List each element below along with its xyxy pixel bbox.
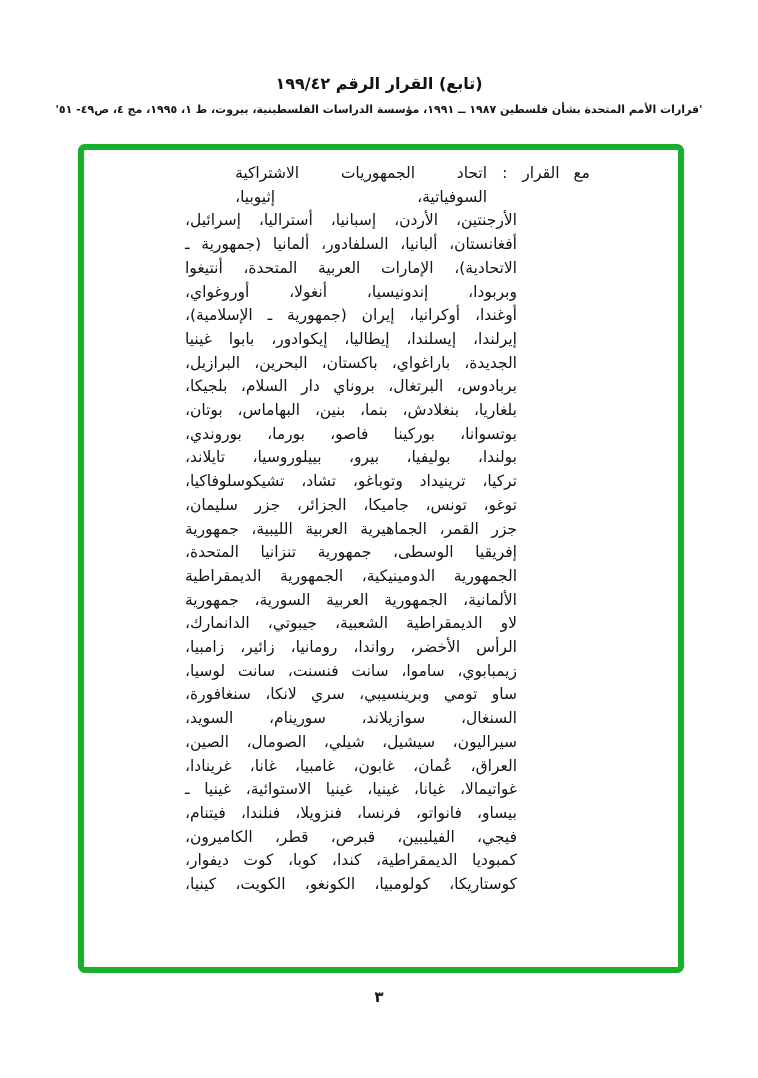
vote-label-row — [84, 162, 590, 209]
text-line: الجديدة، باراغواي، باكستان، البحرين، البرازيل، — [185, 353, 517, 372]
text-line: كمبوديا الديمقراطية، كندا، كوبا، كوت ديفوار، — [185, 851, 517, 870]
text-line: كوستاريكا، كولومبيا، الكونغو، الكويت، كينيا، — [185, 875, 517, 894]
text-line: أوغندا، أوكرانيا، إيران (جمهورية ـ الإسلامية)، — [185, 306, 517, 325]
page-title: (تابع) القرار الرقم ١٩٩/٤٢ — [275, 74, 483, 93]
text-line: توغو، تونس، جاميكا، الجزائر، جزر سليمان، — [185, 495, 517, 514]
resolution-vote-text — [84, 150, 678, 967]
country-lines — [185, 209, 517, 896]
text-line: زيمبابوي، ساموا، سانت فنسنت، سانت لوسيا، — [185, 661, 517, 680]
text-line: بلغاريا، بنغلادش، بنما، بنين، البهاماس، بوتان، — [185, 401, 517, 420]
text-line: ساو تومي وبرينسيبي، سري لانكا، سنغافورة، — [185, 685, 517, 704]
text-line: إيرلندا، إيسلندا، إيطاليا، إيكوادور، بابوا غينيا — [185, 329, 517, 348]
text-line: تركيا، ترينيداد وتوباغو، تشاد، تشيكوسلوفاكيا، — [185, 472, 517, 491]
vote-label: مع القرار — [522, 164, 590, 182]
text-line: سيراليون، سيشيل، شيلي، الصومال، الصين، — [185, 732, 517, 751]
text-line: العراق، عُمان، غابون، غامبيا، غانا، غرينادا، — [185, 756, 517, 775]
text-line: الجمهورية الدومينيكية، الجمهورية الديمقراطية — [185, 566, 517, 585]
text-line: الرأس الأخضر، رواندا، رومانيا، زائير، زامبيا، — [185, 638, 517, 657]
text-line: بيساو، فانواتو، فرنسا، فنزويلا، فنلندا، فيتنام، — [185, 803, 517, 822]
text-line: أفغانستان، ألبانيا، السلفادور، ألمانيا (جمهورية ـ — [185, 235, 517, 254]
colon-separator: : — [502, 164, 508, 182]
text-line: جزر القمر، الجماهيرية العربية الليبية، جمهورية — [185, 519, 517, 538]
text-line: الأرجنتين، الأردن، إسبانيا، أستراليا، إسرائيل، — [185, 211, 517, 230]
text-line: بربادوس، البرتغال، بروناي دار السلام، بلجيكا، — [185, 377, 517, 396]
text-line: الاتحادية)، الإمارات العربية المتحدة، أنتيغوا — [185, 258, 517, 277]
text-line: وبربودا، إندونيسيا، أنغولا، أوروغواي، — [185, 282, 517, 301]
text-line: إفريقيا الوسطى، جمهورية تنزانيا المتحدة، — [185, 543, 517, 562]
page-number: ٣ — [374, 988, 384, 1006]
text-line: الألمانية، الجمهورية العربية السورية، جمهورية — [185, 590, 517, 609]
text-line: بولندا، بوليفيا، بيرو، بييلوروسيا، تايلاند، — [185, 448, 517, 467]
text-line: السنغال، سوازيلاند، سورينام، السويد، — [185, 709, 517, 728]
highlight-box — [78, 144, 684, 973]
first-text-line: اتحاد الجمهوريات الاشتراكية السوفياتية، إثيوبيا، — [235, 164, 488, 206]
text-line: فيجي، الفيليبين، قبرص، قطر، الكاميرون، — [185, 827, 517, 846]
text-line: بوتسوانا، بوركينا فاصو، بورما، بوروندي، — [185, 424, 517, 443]
text-line: لاو الديمقراطية الشعبية، جيبوتي، الدانمارك، — [185, 614, 517, 633]
citation-line: 'قرارات الأمم المتحدة بشأن فلسطين ١٩٨٧ ــ ١٩٩١، مؤسسة الدراسات الفلسطينية، بيروت، ط ١، ١٩٩٥، مج ٤، ص٤٩- ٥١' — [55, 103, 703, 116]
text-line: غواتيمالا، غيانا، غينيا، غينيا الاستوائية، غينيا ـ — [185, 780, 517, 799]
